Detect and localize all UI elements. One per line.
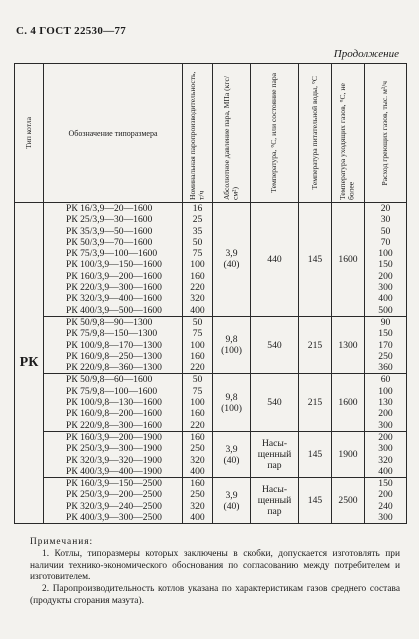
header-designation: Обозначение типоразмера: [44, 64, 183, 203]
boiler-type-cell: РК: [15, 203, 44, 524]
gas-flow-cell: 20 30 50 70 100 150 200 300 400 500: [365, 203, 407, 317]
header-steam-temp: Температура, °С, или состояние пара: [251, 64, 299, 203]
designation-cell: РК 160/3,9—150—2500 РК 250/3,9—200—2500 РК 320/3,9—240—2500 РК 400/3,9—300—2500: [44, 478, 183, 524]
page-header: С. 4 ГОСТ 22530—77: [16, 25, 127, 37]
capacity-cell: 16 25 35 50 75 100 160 220 320 400: [183, 203, 213, 317]
gas-flow-cell: 150 200 240 300: [365, 478, 407, 524]
designation-cell: РК 50/9,8—90—1300 РК 75/9,8—150—1300 РК 100/9,8—170—1300 РК 160/9,8—250—1300 РК 220/9,8—360—1300: [44, 316, 183, 373]
capacity-cell: 160 250 320 400: [183, 478, 213, 524]
feedwater-temp-cell: 215: [299, 374, 332, 431]
capacity-cell: 160 250 320 400: [183, 431, 213, 477]
table-row: [15, 316, 407, 373]
capacity-cell: 50 75 100 160 220: [183, 374, 213, 431]
feedwater-temp-cell: 145: [299, 478, 332, 524]
flue-gas-temp-cell: 1300: [332, 316, 365, 373]
steam-temp-cell: 540: [251, 374, 299, 431]
designation-cell: РК 16/3,9—20—1600 РК 25/3,9—30—1600 РК 35/3,9—50—1600 РК 50/3,9—70—1600 РК 75/3,9—100—1600 РК 100/3,9—150—1600 РК 160/3,9—200—1600 РК 220/3,9—300—1600 РК 320/3,9—400—1600 РК 400/3,9—500—1600: [44, 203, 183, 317]
flue-gas-temp-cell: 1900: [332, 431, 365, 477]
feedwater-temp-cell: 145: [299, 203, 332, 317]
boiler-spec-table: [14, 63, 407, 524]
flue-gas-temp-cell: 1600: [332, 203, 365, 317]
notes-title: Примечания:: [30, 537, 94, 547]
pressure-cell: 3,9 (40): [213, 431, 251, 477]
note-item: 1. Котлы, типоразмеры которых заключены в скобки, допускается изготовлять при наличии технико-экономического обоснования по согласованию между потребителем и изготовителем.: [30, 548, 400, 583]
header-heat-release: Расход греющих газов, тыс. м³/ч: [365, 64, 407, 203]
steam-temp-cell: Насы- щенный пар: [251, 431, 299, 477]
header-boiler-type: Тип котла: [15, 64, 44, 203]
table-row: [15, 203, 407, 317]
feedwater-temp-cell: 145: [299, 431, 332, 477]
steam-temp-cell: 540: [251, 316, 299, 373]
feedwater-temp-cell: 215: [299, 316, 332, 373]
header-capacity: Номинальная паропроизводительность, т/ч: [183, 64, 213, 203]
header-pressure: Абсолютное давление пара, МПа (кгс/см²): [213, 64, 251, 203]
notes-section: [30, 537, 400, 608]
pressure-cell: 9,8 (100): [213, 316, 251, 373]
designation-cell: РК 50/9,8—60—1600 РК 75/9,8—100—1600 РК 100/9,8—130—1600 РК 160/9,8—200—1600 РК 220/9,8—300—1600: [44, 374, 183, 431]
table-row: [15, 478, 407, 524]
steam-temp-cell: Насы- щенный пар: [251, 478, 299, 524]
steam-temp-cell: 440: [251, 203, 299, 317]
table-row: [15, 431, 407, 477]
gas-flow-cell: 200 300 320 400: [365, 431, 407, 477]
gas-flow-cell: 90 150 170 250 360: [365, 316, 407, 373]
pressure-cell: 3,9 (40): [213, 478, 251, 524]
pressure-cell: 9,8 (100): [213, 374, 251, 431]
header-flue-gas-temp: Температура уходящих газов, °С, не более: [332, 64, 365, 203]
flue-gas-temp-cell: 1600: [332, 374, 365, 431]
gas-flow-cell: 60 100 130 200 300: [365, 374, 407, 431]
table-row: [15, 374, 407, 431]
header-feedwater-temp: Температура питательной воды, °С: [299, 64, 332, 203]
capacity-cell: 50 75 100 160 220: [183, 316, 213, 373]
designation-cell: РК 160/3,9—200—1900 РК 250/3,9—300—1900 РК 320/3,9—320—1900 РК 400/3,9—400—1900: [44, 431, 183, 477]
note-item: 2. Паропроизводительность котлов указана по характеристикам газов среднего состава (продукты сгорания мазута).: [30, 584, 400, 606]
continuation-label: Продолжение: [333, 48, 399, 60]
flue-gas-temp-cell: 2500: [332, 478, 365, 524]
pressure-cell: 3,9 (40): [213, 203, 251, 317]
